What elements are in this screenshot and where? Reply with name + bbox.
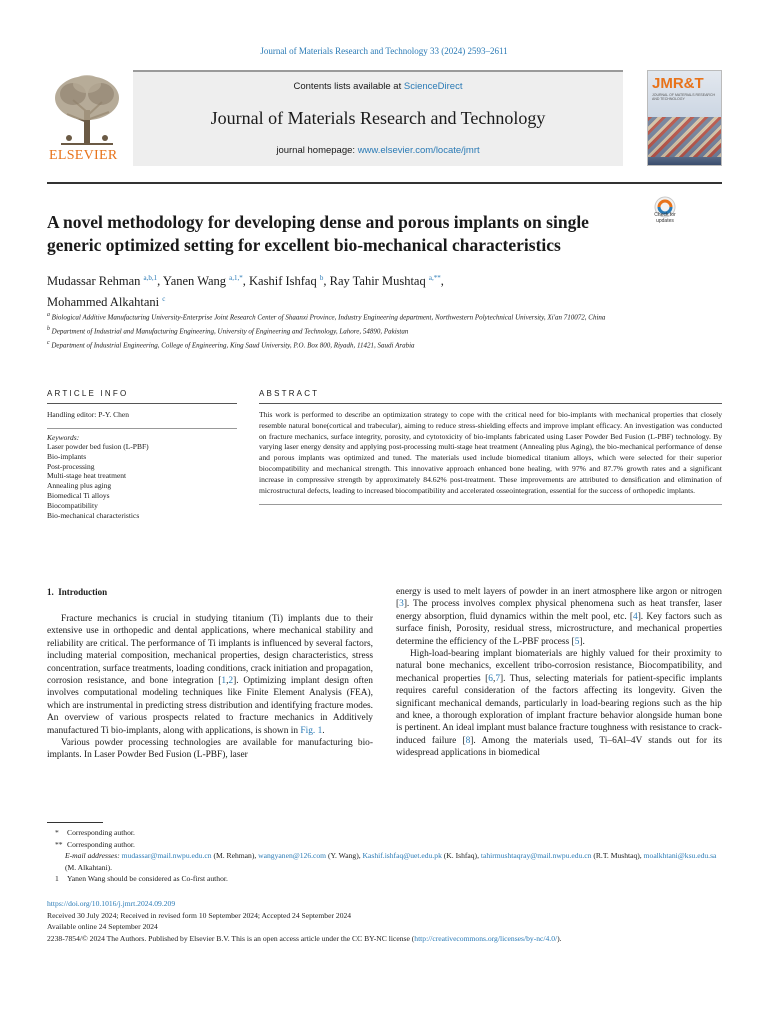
- email-link[interactable]: wangyanen@126.com: [258, 851, 327, 860]
- doi-link[interactable]: https://doi.org/10.1016/j.jmrt.2024.09.209: [47, 899, 176, 908]
- cover-title: JMR&T: [652, 75, 704, 92]
- footnote-mark: 1: [55, 874, 59, 883]
- email-owner: (Y. Wang),: [326, 851, 363, 860]
- keyword-item[interactable]: Biocompatibility: [47, 500, 98, 510]
- citation-link[interactable]: 1: [221, 676, 227, 687]
- history-dates: Received 30 July 2024; Received in revised form 10 September 2024; Accepted 24 September 2024: [47, 910, 352, 920]
- figure-link[interactable]: Fig. 1: [300, 725, 323, 736]
- tree-icon: [47, 70, 127, 150]
- homepage-link[interactable]: www.elsevier.com/locate/jmrt: [357, 145, 480, 156]
- email-owner: (K. Ishfaq),: [441, 851, 481, 860]
- email-link[interactable]: Kashif.ishfaq@uet.edu.pk: [362, 851, 442, 860]
- body-text: ,: [226, 676, 229, 687]
- body-paragraph: [47, 613, 373, 737]
- license-text: ).: [557, 933, 562, 943]
- footnote-mark: *: [55, 828, 59, 837]
- keyword-item[interactable]: Multi-stage heat treatment: [47, 471, 127, 481]
- email-link[interactable]: tahirmushtaqray@mail.nwpu.edu.cn: [480, 851, 592, 860]
- footnote-text: Corresponding author.: [67, 839, 135, 849]
- email-owner: (M. Rehman),: [211, 851, 259, 860]
- body-text: ]. Among the materials used, Ti–6Al–4V stands out for its widespread applications in biomedical: [396, 735, 722, 759]
- publication-info: [47, 898, 722, 944]
- footnote-corresponding-1: [47, 827, 722, 839]
- journal-name: Journal of Materials Research and Technology: [210, 108, 546, 128]
- body-text: ].: [579, 636, 585, 647]
- author: Ray Tahir Mushtaq: [329, 274, 426, 289]
- body-text: High-load-bearing implant biomaterials are highly valued for their proximity to natural bone mechanics, excellent tribo-corrosion resistance, Biocompatibility, and mechanical properties [: [396, 649, 722, 684]
- body-column-right: [396, 586, 722, 760]
- article-info-heading: ARTICLE INFO: [47, 389, 129, 398]
- affiliation-mark: b: [47, 325, 50, 332]
- keyword-item[interactable]: Biomedical Ti alloys: [47, 490, 110, 500]
- citation-link[interactable]: 8: [465, 735, 471, 746]
- keyword-item[interactable]: Bio-mechanical characteristics: [47, 510, 140, 520]
- article-title: A novel methodology for developing dense and porous implants on single generic optimized setting for excellent bio-mechanical characteristics: [47, 212, 589, 255]
- affiliation-item: [47, 339, 647, 351]
- license-text: 2238-7854/© 2024 The Authors. Published by Elsevier B.V. This is an open access article under the CC BY-NC license (: [47, 933, 415, 943]
- footnote-text: Yanen Wang should be considered as Co-first author.: [67, 874, 228, 883]
- citation-link[interactable]: 7: [495, 673, 500, 684]
- check-updates-line1: Check for: [654, 212, 676, 218]
- journal-masthead: [47, 70, 722, 166]
- body-text: ]. Optimizing implant design often involves computational modeling techniques like Finite Element Analysis (FEA), which are instrumental in predicting stress distribution and identifying fracture modes. An overview of various prospects related to fracture mechanics in Additively manufactured Ti bio-implants, along with applications, is shown in: [47, 676, 373, 736]
- author-affil-mark[interactable]: a,b,1: [143, 274, 158, 282]
- abstract-heading: ABSTRACT: [259, 389, 320, 398]
- footnote-emails: [47, 850, 722, 873]
- affiliation-text: Department of Industrial Engineering, College of Engineering, King Saud University, P.O. Box 800, Riyadh, 11421, Saudi Arabia: [51, 340, 415, 349]
- body-text: ,: [492, 673, 496, 684]
- author-affil-mark[interactable]: b: [319, 274, 324, 282]
- email-label: E-mail addresses:: [65, 851, 120, 860]
- affiliation-text: Biological Additive Manufacturing University-Enterprise Joint Research Center of Shaanxi Province, Industry Engineering department, Northwestern Polytechnical University, Xi'an 710072, China: [51, 313, 606, 322]
- body-paragraph: [396, 648, 722, 760]
- citation-link[interactable]: 4: [633, 611, 638, 622]
- license-link[interactable]: http://creativecommons.org/licenses/by-nc/4.0/: [414, 933, 558, 943]
- author: Mudassar Rehman: [47, 274, 141, 289]
- affiliation-item: [47, 311, 647, 323]
- keyword-item[interactable]: Post-processing: [47, 461, 95, 471]
- body-text: ]. Thus, selecting materials for patient-specific implants requires careful consideration of the factors affecting its longevity. Given the significant mechanical demands, particularly in load-bearing regions such as the hip and knee, a thorough exploration of implant fracture behavior alongside human bone is pertinent. An ideal implant must balance fracture toughness with resistance to crack-induced failure [: [396, 673, 723, 746]
- email-owner: (R.T. Mushtaq),: [591, 851, 644, 860]
- affiliation-mark: c: [47, 339, 50, 346]
- footnote-cofirst: [47, 873, 722, 885]
- citation-link[interactable]: 5: [574, 636, 580, 647]
- abstract-text: This work is performed to describe an optimization strategy to cope with the critical need for bio-implants with mechanical properties that closely resemble natural bone(cortical and trabecular), aiming to reduce stress-shielding effects and improve implant efficacy. An investigation was conducted on fracture mechanics, surface integrity, porosity, and cytotoxicity of bio-implants fabricated using Laser Powder Bed Fusion (L-PBF) technology. By varying laser energy density and applying post-processing multi-stage heat treatment (Annealing plus Aging), the bio-mechanical performance of dense and porous implants was optimized and tuned. The materials used include biomedical titanium alloys, which were selected for their superior biocompatibility and mechanical strength. This innovative approach enhanced bone healing, with 97% and 87.7% growth rates and a significant increase in compressive strength by approximately 84.62% post-treatment. These improvements are attributed to densification and elimination of microstructural defects, leading to increased biocompatibility and accelerated osseointegration, essential for the success of orthopedic implants.: [259, 410, 722, 505]
- author-list: Mudassar Rehman $^{a,b,1}$, Yanen Wang $^{a,1,*}$, Kashif Ishfaq $^b$, Ray Tahir Mushtaq $^{a,**}$, Mohammed Alkahtani $^c$: [47, 274, 444, 310]
- section-number: 1.: [47, 587, 54, 597]
- body-text: ]. The process involves complex physical phenomena such as heat transfer, laser energy absorption, fluid dynamics within the melt pool, etc. [: [396, 599, 722, 622]
- masthead-banner: [133, 70, 623, 166]
- body-text: energy is used to melt layers of powder in an inert atmosphere like argon or nitrogen [: [396, 587, 722, 610]
- body-column-left: [47, 613, 373, 762]
- keyword-item[interactable]: Bio-implants: [47, 451, 87, 461]
- contents-available-line: [133, 81, 623, 92]
- affiliation-text: Department of Industrial and Manufacturing Engineering, University of Engineering and Technology, Lahore, 54890, Pakistan: [51, 327, 409, 336]
- author: Yanen Wang: [162, 274, 227, 289]
- elsevier-wordmark: ELSEVIER: [49, 148, 118, 163]
- footnote-corresponding-2: [47, 839, 722, 851]
- author-affil-mark[interactable]: a,1,*: [229, 274, 243, 282]
- author-affil-mark[interactable]: a,**: [428, 274, 441, 282]
- online-date: Available online 24 September 2024: [47, 922, 158, 931]
- affiliation-item: [47, 325, 647, 337]
- footnote-text: Corresponding author.: [67, 828, 135, 837]
- cover-artwork: [648, 117, 722, 157]
- citation-link[interactable]: 3: [399, 599, 404, 610]
- check-updates-label: [640, 212, 690, 224]
- keyword-item[interactable]: Laser powder bed fusion (L-PBF): [47, 442, 149, 451]
- body-paragraph: [396, 586, 722, 648]
- section-heading-introduction: [47, 587, 107, 597]
- email-link[interactable]: mudassar@mail.nwpu.edu.cn: [121, 851, 212, 860]
- keyword-item[interactable]: Annealing plus aging: [47, 481, 112, 491]
- article-info-column: [47, 403, 237, 520]
- cover-subtitle: JOURNAL OF MATERIALS RESEARCH AND TECHNOLOGY: [652, 93, 716, 101]
- journal-homepage-line: [133, 145, 623, 156]
- author-affil-mark[interactable]: c: [162, 295, 166, 304]
- sciencedirect-link[interactable]: ScienceDirect: [403, 81, 463, 92]
- author: Mohammed Alkahtani: [47, 295, 160, 310]
- body-text: Fracture mechanics is crucial in studying titanium (Ti) implants due to their extensive use in orthopedic and dental applications, where mechanical stability and reliability are critical. The performance of Ti implants is influenced by several factors, including material composition, mechanical properties, design characteristics, stress concentration, surface treatments, loading conditions, crack initiation and propagation, corrosion resistance, and bone integration [: [47, 614, 373, 687]
- journal-cover-thumbnail[interactable]: [647, 70, 722, 166]
- keyword-list: [47, 442, 237, 520]
- citation-link[interactable]: 2: [228, 676, 234, 687]
- elsevier-tree-logo[interactable]: [47, 70, 127, 166]
- footnote-divider: [47, 822, 103, 823]
- license-line: [47, 933, 722, 945]
- running-head[interactable]: Journal of Materials Research and Technology 33 (2024) 2593–2611: [260, 46, 508, 56]
- body-paragraph: Various powder processing technologies are available for manufacturing bio-implants. In Laser Powder Bed Fusion (L-PBF), laser: [47, 738, 373, 761]
- body-text: ]. Key factors such as surface finish, Porosity, residual stress, microstructure, and mechanical properties determine the efficiency of the L-PBF process [: [396, 611, 722, 647]
- homepage-label: journal homepage:: [276, 145, 358, 156]
- email-owner: (M. Alkahtani).: [65, 862, 113, 872]
- handling-editor: Handling editor: P-Y. Chen: [47, 410, 237, 429]
- abstract-column: [259, 403, 722, 505]
- affiliation-mark: a: [47, 312, 50, 318]
- check-updates-line2: updates: [656, 218, 674, 224]
- contents-prefix: Contents lists available at: [293, 81, 404, 92]
- header-divider: [47, 182, 722, 184]
- affiliation-list: [47, 311, 647, 352]
- author: Kashif Ishfaq: [249, 274, 317, 289]
- keywords-label: Keywords:: [47, 433, 80, 442]
- citation-link[interactable]: 6: [488, 673, 493, 684]
- footnote-mark: **: [55, 839, 63, 849]
- email-link[interactable]: moalkhtani@ksu.edu.sa: [643, 851, 717, 860]
- footnotes: [47, 827, 722, 885]
- section-title: Introduction: [58, 587, 108, 597]
- body-text: .: [322, 725, 325, 736]
